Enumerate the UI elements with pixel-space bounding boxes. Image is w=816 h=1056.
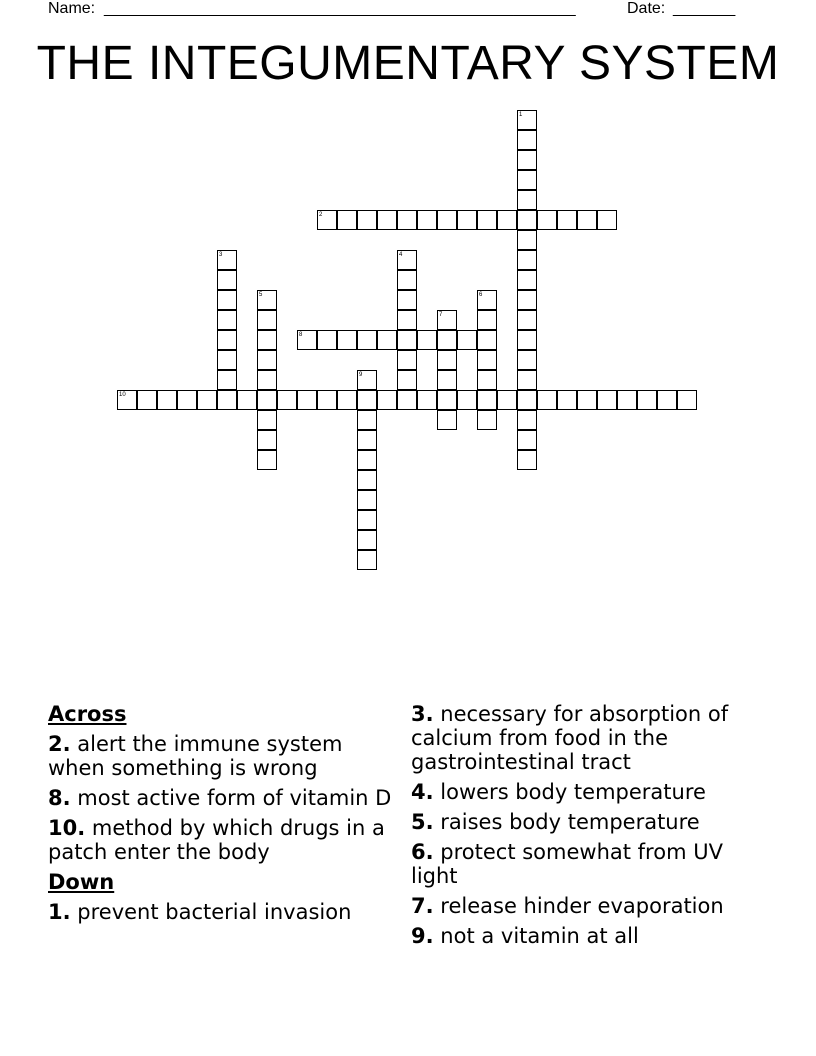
clue-number: 1. (48, 900, 71, 924)
grid-cell[interactable] (517, 330, 537, 350)
grid-cell[interactable] (517, 370, 537, 390)
clue-number: 4. (411, 780, 434, 804)
across-heading: Across (48, 702, 127, 726)
clue-down-4 (411, 780, 761, 804)
grid-cell[interactable] (397, 330, 417, 350)
grid-cell[interactable] (637, 390, 657, 410)
grid-cell[interactable] (517, 390, 537, 410)
grid-cell[interactable] (477, 310, 497, 330)
cell-number: 8 (299, 332, 303, 338)
grid-cell[interactable] (377, 330, 397, 350)
grid-cell[interactable] (137, 390, 157, 410)
grid-cell[interactable] (437, 370, 457, 390)
date-field[interactable]: _______ (673, 0, 736, 17)
grid-cell[interactable] (257, 410, 277, 430)
grid-cell[interactable] (597, 210, 617, 230)
grid-cell[interactable] (357, 450, 377, 470)
clue-text: most active form of vitamin D (77, 786, 392, 810)
grid-cell[interactable] (397, 390, 417, 410)
cell-number: 1 (519, 112, 523, 118)
grid-cell[interactable] (517, 450, 537, 470)
grid-cell[interactable] (217, 390, 237, 410)
grid-cell[interactable] (397, 370, 417, 390)
clue-text: alert the immune system when something is wrong (48, 732, 343, 780)
grid-cell[interactable] (197, 390, 217, 410)
grid-cell[interactable] (417, 210, 437, 230)
grid-cell[interactable] (517, 230, 537, 250)
down-heading: Down (48, 870, 115, 894)
grid-cell[interactable] (277, 390, 297, 410)
grid-cell[interactable] (257, 330, 277, 350)
clue-down-5 (411, 810, 761, 834)
grid-cell[interactable] (517, 110, 537, 130)
grid-cell[interactable] (257, 350, 277, 370)
grid-cell[interactable] (577, 210, 597, 230)
grid-cell[interactable] (117, 390, 137, 410)
grid-cell[interactable] (577, 390, 597, 410)
grid-cell[interactable] (357, 430, 377, 450)
grid-cell[interactable] (357, 210, 377, 230)
grid-cell[interactable] (537, 390, 557, 410)
grid-cell[interactable] (437, 390, 457, 410)
grid-cell[interactable] (337, 330, 357, 350)
clue-text: not a vitamin at all (440, 924, 639, 948)
cell-number: 7 (439, 312, 443, 318)
clue-down-1 (48, 900, 393, 924)
grid-cell[interactable] (257, 370, 277, 390)
grid-cell[interactable] (217, 370, 237, 390)
clue-text: lowers body temperature (440, 780, 706, 804)
grid-cell[interactable] (397, 250, 417, 270)
grid-cell[interactable] (437, 350, 457, 370)
grid-cell[interactable] (497, 210, 517, 230)
grid-cell[interactable] (517, 130, 537, 150)
grid-cell[interactable] (177, 390, 197, 410)
grid-cell[interactable] (217, 350, 237, 370)
grid-cell[interactable] (537, 210, 557, 230)
grid-cell[interactable] (517, 150, 537, 170)
grid-cell[interactable] (217, 270, 237, 290)
grid-cell[interactable] (297, 330, 317, 350)
clue-text: necessary for absorption of calcium from food in the gastrointestinal tract (411, 702, 729, 774)
grid-cell[interactable] (677, 390, 697, 410)
grid-cell[interactable] (377, 210, 397, 230)
clue-across-8 (48, 786, 393, 810)
grid-cell[interactable] (477, 350, 497, 370)
clue-number: 3. (411, 702, 434, 726)
grid-cell[interactable] (317, 390, 337, 410)
grid-cell[interactable] (297, 390, 317, 410)
grid-cell[interactable] (597, 390, 617, 410)
clue-text: raises body temperature (440, 810, 700, 834)
clue-down-7 (411, 894, 761, 918)
clue-number: 8. (48, 786, 71, 810)
grid-cell[interactable] (437, 210, 457, 230)
grid-cell[interactable] (357, 490, 377, 510)
name-field[interactable]: _____________________________________________________ (104, 0, 576, 17)
grid-cell[interactable] (357, 530, 377, 550)
cell-number: 6 (479, 292, 483, 298)
clue-text: protect somewhat from UV light (411, 840, 723, 888)
grid-cell[interactable] (217, 250, 237, 270)
grid-cell[interactable] (477, 370, 497, 390)
grid-cell[interactable] (477, 210, 497, 230)
date-label: Date: (627, 0, 666, 17)
cell-number: 3 (219, 252, 223, 258)
grid-cell[interactable] (257, 430, 277, 450)
grid-cell[interactable] (417, 330, 437, 350)
cell-number: 4 (399, 252, 403, 258)
grid-cell[interactable] (417, 390, 437, 410)
grid-cell[interactable] (437, 310, 457, 330)
grid-cell[interactable] (257, 450, 277, 470)
grid-cell[interactable] (237, 390, 257, 410)
grid-cell[interactable] (457, 330, 477, 350)
clue-across-10 (48, 816, 393, 864)
grid-cell[interactable] (337, 210, 357, 230)
clue-number: 10. (48, 816, 86, 840)
grid-cell[interactable] (217, 310, 237, 330)
grid-cell[interactable] (397, 270, 417, 290)
grid-cell[interactable] (317, 330, 337, 350)
grid-cell[interactable] (257, 310, 277, 330)
grid-cell[interactable] (477, 390, 497, 410)
grid-cell[interactable] (357, 330, 377, 350)
grid-cell[interactable] (517, 430, 537, 450)
grid-cell[interactable] (457, 390, 477, 410)
grid-cell[interactable] (357, 390, 377, 410)
clue-number: 7. (411, 894, 434, 918)
grid-cell[interactable] (397, 310, 417, 330)
grid-cell[interactable] (557, 390, 577, 410)
clue-number: 5. (411, 810, 434, 834)
grid-cell[interactable] (477, 290, 497, 310)
grid-cell[interactable] (497, 390, 517, 410)
clue-number: 9. (411, 924, 434, 948)
clue-number: 2. (48, 732, 71, 756)
grid-cell[interactable] (317, 210, 337, 230)
grid-cell[interactable] (357, 470, 377, 490)
grid-cell[interactable] (517, 350, 537, 370)
grid-cell[interactable] (437, 330, 457, 350)
clues-right-column (411, 702, 761, 954)
grid-cell[interactable] (257, 290, 277, 310)
clue-down-9 (411, 924, 761, 948)
grid-cell[interactable] (397, 210, 417, 230)
grid-cell[interactable] (517, 410, 537, 430)
cell-number: 2 (319, 212, 323, 218)
grid-cell[interactable] (397, 350, 417, 370)
grid-cell[interactable] (517, 170, 537, 190)
grid-cell[interactable] (477, 330, 497, 350)
clue-across-2 (48, 732, 393, 780)
grid-cell[interactable] (617, 390, 637, 410)
grid-cell[interactable] (217, 330, 237, 350)
page-title: THE INTEGUMENTARY SYSTEM (36, 37, 780, 90)
cell-number: 9 (359, 372, 363, 378)
grid-cell[interactable] (457, 210, 477, 230)
grid-cell[interactable] (477, 410, 497, 430)
grid-cell[interactable] (517, 210, 537, 230)
clue-down-6 (411, 840, 761, 888)
clue-text: method by which drugs in a patch enter the body (48, 816, 385, 864)
cell-number: 10 (119, 392, 126, 398)
grid-cell[interactable] (517, 310, 537, 330)
grid-cell[interactable] (357, 370, 377, 390)
grid-cell[interactable] (397, 290, 417, 310)
grid-cell[interactable] (517, 250, 537, 270)
grid-cell[interactable] (157, 390, 177, 410)
grid-cell[interactable] (357, 510, 377, 530)
clues-left-column (48, 702, 393, 930)
grid-cell[interactable] (257, 390, 277, 410)
grid-cell[interactable] (377, 390, 397, 410)
grid-cell[interactable] (357, 410, 377, 430)
grid-cell[interactable] (517, 270, 537, 290)
clue-text: release hinder evaporation (440, 894, 724, 918)
clue-number: 6. (411, 840, 434, 864)
grid-cell[interactable] (217, 290, 237, 310)
name-label: Name: (48, 0, 96, 17)
grid-cell[interactable] (657, 390, 677, 410)
grid-cell[interactable] (337, 390, 357, 410)
clue-text: prevent bacterial invasion (77, 900, 352, 924)
clue-down-3 (411, 702, 761, 774)
cell-number: 5 (259, 292, 263, 298)
grid-cell[interactable] (557, 210, 577, 230)
grid-cell[interactable] (437, 410, 457, 430)
grid-cell[interactable] (357, 550, 377, 570)
grid-cell[interactable] (517, 290, 537, 310)
grid-cell[interactable] (517, 190, 537, 210)
